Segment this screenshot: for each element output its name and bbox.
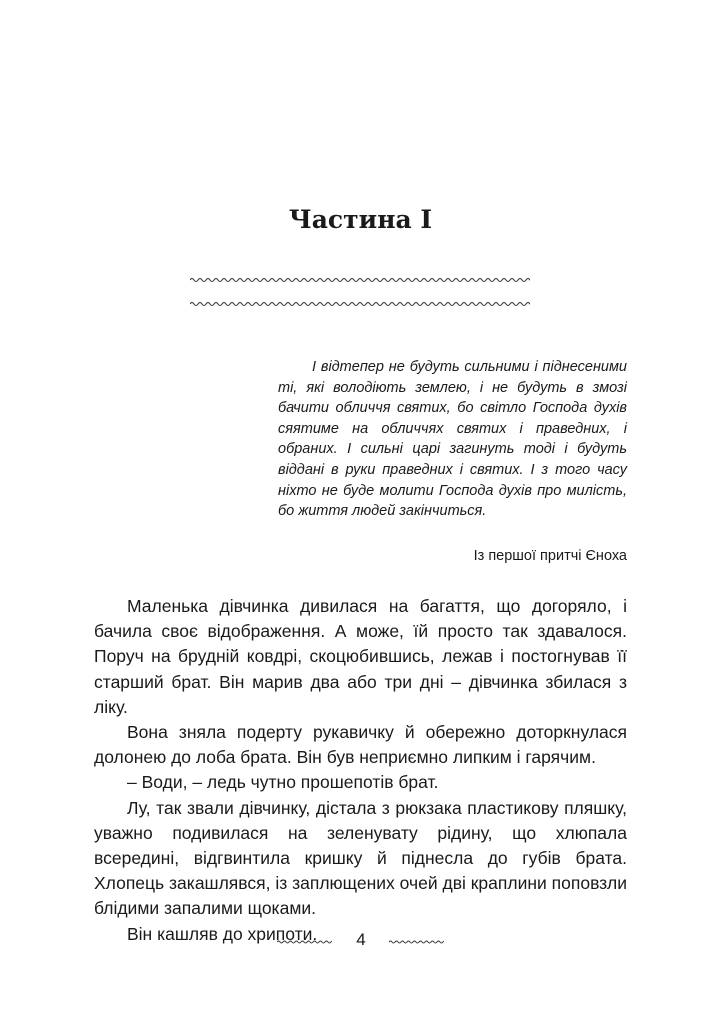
paragraph: Маленька дівчинка дивилася на багаття, що догоряло, і бачила своє відображення. А може, їй просто так здавалося. Поруч на брудній ковдрі, скоцюбившись, лежав і постогнував її старший брат. Він марив два або три дні – дівчинка збилася з ліку.: [94, 596, 627, 717]
paragraph: Він кашляв до хрипоти.: [127, 923, 318, 944]
epigraph-source: Із першої притчі Єноха: [473, 548, 627, 564]
decorative-wave-divider-bottom: [190, 300, 530, 308]
page-number: 4: [356, 930, 366, 949]
footer-wave-left: [277, 939, 332, 945]
paragraph: Лу, так звали дівчинку, дістала з рюкзака пластикову пляшку, уважно подивилася на зеленувату рідину, що хлюпала всередині, відгвинтила кришку й піднесла до губів брата. Хлопець закашлявся, із заплющених очей дві краплини поповзли блідими запалими щоками.: [94, 797, 627, 919]
page-footer: [0, 930, 721, 954]
main-text: [94, 594, 627, 947]
epigraph-text: І відтепер не будуть сильними і піднесеними ті, які володіють землею, і не будуть в змозі бачити обличчя святих, бо світло Господа духів сяятиме на обличчях святих і праведних, і обраних. І сильні царі загинуть тоді і будуть віддані в руки праведних і святих. І з того часу ніхто не буде молити Господа духів про милість, бо життя людей закінчиться.: [278, 359, 627, 520]
chapter-title: Частина I: [288, 205, 433, 234]
paragraph: Вона зняла подерту рукавичку й обережно доторкнулася долонею до лоба брата. Він був неприємно липким і гарячим.: [94, 722, 627, 768]
paragraph: – Води, – ледь чутно прошепотів брат.: [127, 772, 439, 793]
footer-wave-right: [389, 939, 444, 945]
decorative-wave-divider-top: [190, 276, 530, 284]
